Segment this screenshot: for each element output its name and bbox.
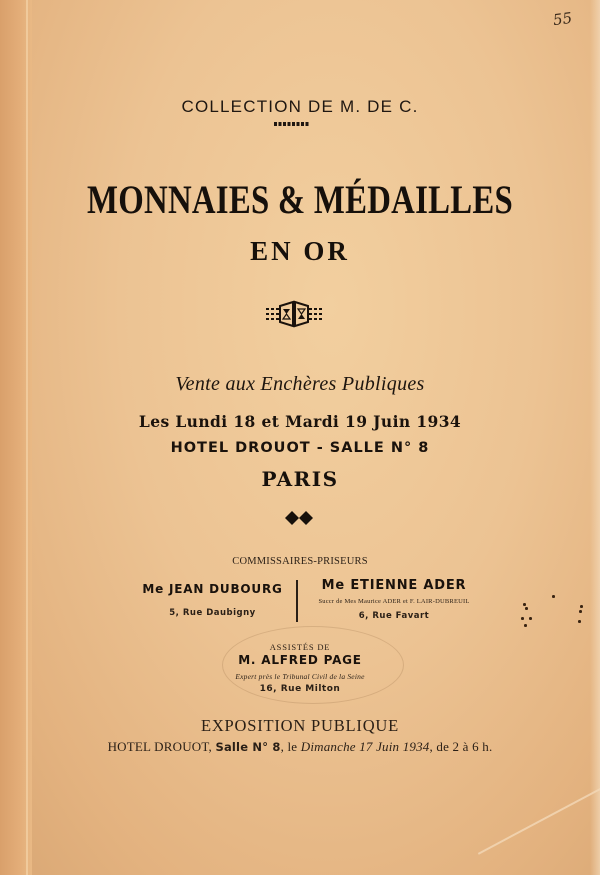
foxing-speck bbox=[529, 617, 532, 620]
expert-title: Expert près le Tribunal Civil de la Seine bbox=[235, 672, 365, 681]
main-title: MONNAIES & MÉDAILLES bbox=[87, 177, 513, 222]
sale-venue: HOTEL DROUOT - SALLE N° 8 bbox=[170, 440, 430, 456]
dotted-rule bbox=[274, 122, 310, 126]
expert-name: M. ALFRED PAGE bbox=[238, 653, 362, 667]
auctioneer-left-address: 5, Rue Daubigny bbox=[169, 608, 256, 618]
foxing-speck bbox=[552, 595, 555, 598]
paper-crease bbox=[478, 787, 600, 854]
foxing-speck bbox=[580, 605, 583, 608]
exhibition-room: Salle N° 8 bbox=[215, 740, 281, 754]
auctioneer-right bbox=[300, 578, 488, 621]
fleuron-ornament-icon bbox=[264, 300, 324, 328]
exhibition-date: Dimanche 17 Juin 1934 bbox=[300, 739, 430, 754]
auctioneer-right-name: Me ETIENNE ADER bbox=[321, 578, 467, 593]
expert-heading: ASSISTÉS DE bbox=[269, 642, 331, 652]
sale-dates: Les Lundi 18 et Mardi 19 Juin 1934 bbox=[138, 412, 462, 431]
foxing-speck bbox=[521, 617, 524, 620]
auctioneers-heading: COMMISSAIRES-PRISEURS bbox=[232, 556, 368, 567]
auctioneer-right-successor: Succr de Mes Maurice ADER et F. LAIR-DUBREUIL bbox=[318, 598, 470, 605]
auctioneer-right-address: 6, Rue Favart bbox=[358, 611, 430, 621]
double-diamond-icon bbox=[284, 511, 316, 525]
subtitle: EN OR bbox=[250, 236, 350, 266]
exhibition-details bbox=[0, 739, 600, 755]
sale-city: PARIS bbox=[261, 467, 339, 491]
exhibition-venue: HOTEL DROUOT, bbox=[107, 739, 216, 754]
foxing-speck bbox=[525, 607, 528, 610]
exhibition-sep: , le bbox=[280, 739, 301, 754]
exhibition-heading: EXPOSITION PUBLIQUE bbox=[200, 716, 400, 735]
auctioneer-left bbox=[130, 582, 295, 618]
expert-address: 16, Rue Milton bbox=[259, 684, 341, 694]
foxing-speck bbox=[523, 603, 526, 606]
sale-type: Vente aux Enchères Publiques bbox=[175, 373, 425, 395]
handwritten-page-number: 55 bbox=[551, 8, 574, 30]
foxing-speck bbox=[524, 624, 527, 627]
foxing-speck bbox=[579, 610, 582, 613]
foxing-speck bbox=[578, 620, 581, 623]
exhibition-hours: , de 2 à 6 h. bbox=[429, 739, 493, 754]
collection-title: COLLECTION DE M. DE C. bbox=[181, 97, 419, 116]
auctioneer-left-name: Me JEAN DUBOURG bbox=[142, 582, 283, 596]
column-divider bbox=[296, 580, 298, 622]
